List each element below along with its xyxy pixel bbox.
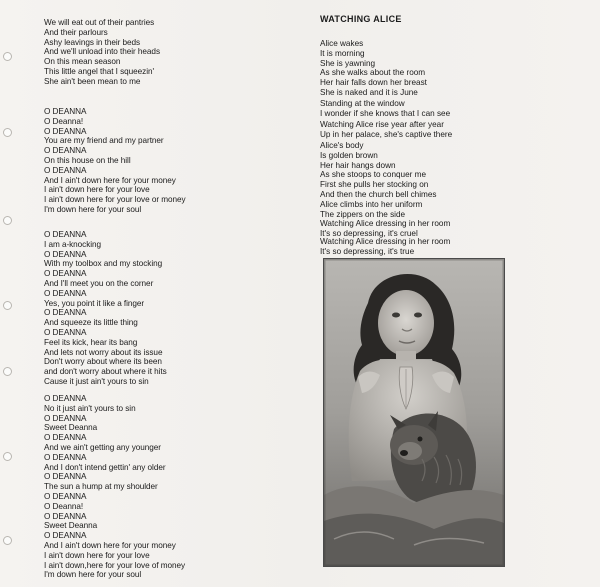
left-stanza-1 — [44, 18, 160, 87]
right-stanza-5 — [320, 237, 450, 257]
punch-hole — [3, 536, 12, 545]
lyric-line: O DEANNA — [44, 491, 87, 501]
lyric-line: I ain't down,here for your love of money — [44, 560, 186, 570]
lyric-line: O DEANNA — [44, 146, 87, 156]
lyric-line: You are my friend and my partner — [44, 136, 164, 146]
lyric-line: O DEANNA — [44, 249, 87, 259]
lyric-line: O DEANNA — [44, 107, 87, 116]
lyric-line: The zippers on the side — [320, 209, 406, 219]
lyric-line: It's so depressing, it's true — [320, 246, 415, 256]
lyric-line: It's so depressing, it's cruel — [320, 229, 418, 239]
lyric-line: O DEANNA — [44, 269, 87, 279]
lyric-line: And we'll unload into their heads — [44, 47, 160, 57]
lyric-line: O DEANNA — [44, 165, 87, 175]
lyric-line: O DEANNA — [44, 472, 87, 482]
lyric-line: As she stoops to conquer me — [320, 170, 427, 180]
left-stanza-3 — [44, 230, 167, 387]
left-stanza-2 — [44, 107, 186, 215]
lyric-line: I ain't down here for your love or money — [44, 195, 186, 205]
lyric-line: And I'll meet you on the corner — [44, 278, 154, 288]
lyric-line: Don't worry about where its been — [44, 357, 162, 367]
song-title: WATCHING ALICE — [320, 14, 402, 24]
lyric-line: Feel its kick, hear its bang — [44, 337, 138, 347]
lyric-line: Ashy leavings in their beds — [44, 37, 141, 47]
right-stanza-1 — [320, 39, 427, 98]
lyric-line: And I ain't down here for your money — [44, 540, 176, 550]
lyric-line: O DEANNA — [44, 308, 87, 318]
lyric-line: No it just ain't yours to sin — [44, 403, 136, 413]
lyric-line: Alice climbs into her uniform — [320, 199, 423, 209]
lyric-line: And squeeze its little thing — [44, 318, 138, 328]
photograph-girl-praying-with-dog — [323, 258, 505, 567]
lyric-line: And I ain't down here for your money — [44, 175, 176, 185]
right-stanza-4 — [320, 141, 450, 239]
lyric-line: And I don't intend gettin' any older — [44, 462, 166, 472]
lyric-line: Watching Alice dressing in her room — [320, 237, 451, 246]
lyric-line: The sun a hump at my shoulder — [44, 482, 158, 492]
lyric-line: And their parlours — [44, 27, 108, 37]
lyric-line: Is golden brown — [320, 150, 378, 160]
lyric-line: I'm down here for your soul — [44, 204, 142, 214]
lyric-line: O DEANNA — [44, 394, 87, 403]
lyric-line: O Deanna! — [44, 501, 84, 511]
lyric-line: I ain't down here for your love — [44, 550, 150, 560]
lyric-line: We will eat out of their pantries — [44, 18, 155, 27]
lyric-line: She ain't been mean to me — [44, 76, 141, 86]
lyric-line: O DEANNA — [44, 413, 87, 423]
lyric-line: and don't worry about where it hits — [44, 367, 167, 377]
lyric-line: Sweet Deanna — [44, 423, 98, 433]
lyric-line: And we ain't getting any younger — [44, 442, 161, 452]
lyric-line: With my toolbox and my stocking — [44, 259, 163, 269]
lyric-line: This little angel that I squeezin' — [44, 66, 155, 76]
lyric-line: She is yawning — [320, 58, 376, 68]
punch-hole — [3, 301, 12, 310]
right-stanza-3 — [320, 120, 452, 140]
lyric-line: Watching Alice dressing in her room — [320, 219, 451, 229]
lyric-line: Up in her palace, she's captive there — [320, 129, 453, 139]
lyric-line: On this mean season — [44, 57, 121, 67]
lyric-line: Cause it just ain't yours to sin — [44, 376, 149, 386]
punch-hole — [3, 216, 12, 225]
lyric-line: O DEANNA — [44, 126, 87, 136]
lyric-line: O DEANNA — [44, 230, 87, 239]
lyric-line: Alice's body — [320, 141, 364, 150]
lyric-line: She is naked and it is June — [320, 87, 418, 97]
lyric-line: O DEANNA — [44, 511, 87, 521]
lyric-line: O DEANNA — [44, 327, 87, 337]
lyric-line: I'm down here for your soul — [44, 570, 142, 580]
lyric-line: On this house on the hill — [44, 155, 131, 165]
lyric-line: Her hair hangs down — [320, 160, 396, 170]
lyric-line: Standing at the window — [320, 99, 405, 108]
lyric-line: Sweet Deanna — [44, 521, 98, 531]
lyric-line: As she walks about the room — [320, 68, 426, 78]
lyric-line: And then the church bell chimes — [320, 189, 437, 199]
lyric-line: O DEANNA — [44, 288, 87, 298]
lyric-line: Alice wakes — [320, 39, 364, 48]
left-stanza-4 — [44, 394, 185, 580]
lyric-line: Yes, you point it like a finger — [44, 298, 145, 308]
lyric-line: Watching Alice rise year after year — [320, 120, 444, 129]
lyric-line: I ain't down here for your love — [44, 185, 150, 195]
lyric-line: O Deanna! — [44, 116, 84, 126]
right-stanza-2 — [320, 99, 450, 119]
punch-hole — [3, 452, 12, 461]
lyric-line: It is morning — [320, 48, 365, 58]
lyric-line: And lets not worry about its issue — [44, 347, 163, 357]
lyric-line: O DEANNA — [44, 531, 87, 541]
lyric-line: I wonder if she knows that I can see — [320, 108, 451, 118]
punch-hole — [3, 52, 12, 61]
lyric-line: O DEANNA — [44, 452, 87, 462]
punch-hole — [3, 367, 12, 376]
lyric-line: O DEANNA — [44, 433, 87, 443]
punch-hole — [3, 128, 12, 137]
lyric-line: Her hair falls down her breast — [320, 78, 427, 88]
lyric-line: I am a-knocking — [44, 239, 102, 249]
lyric-line: First she pulls her stocking on — [320, 180, 429, 190]
